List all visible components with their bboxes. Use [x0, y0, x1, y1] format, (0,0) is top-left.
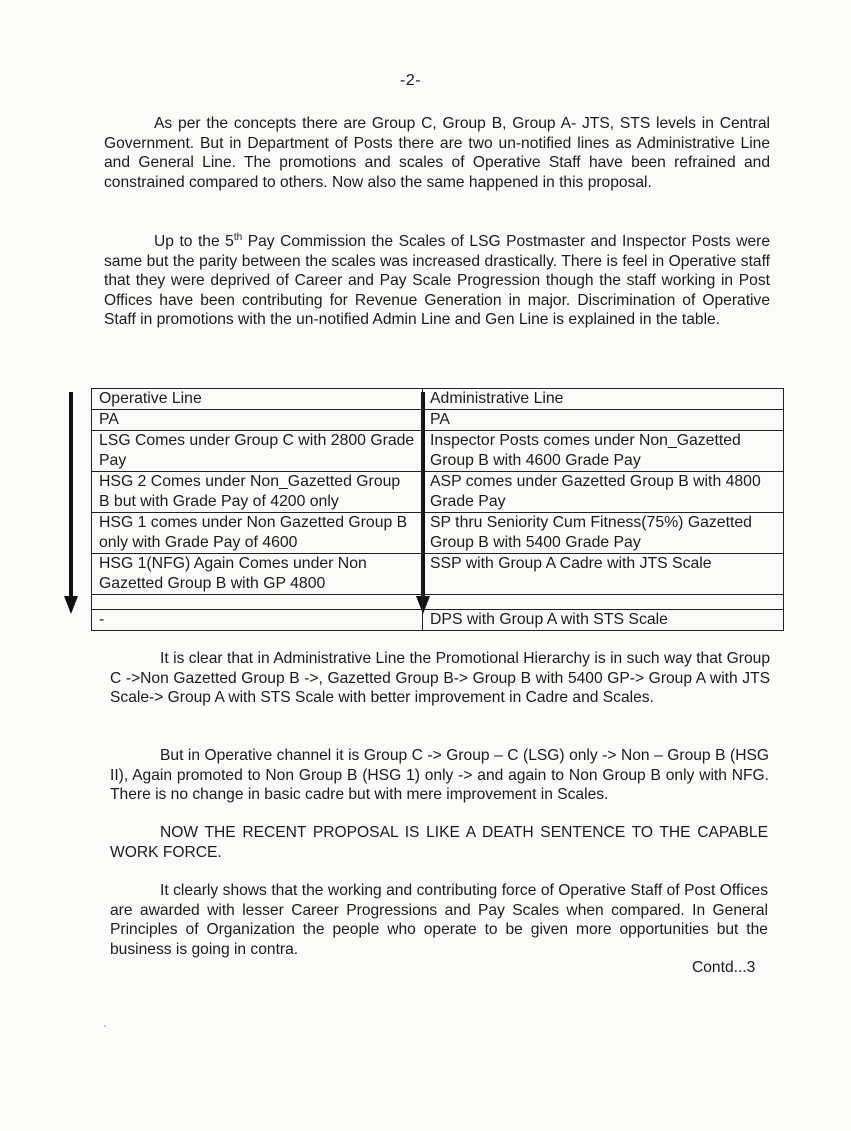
table-cell: PA: [423, 410, 784, 431]
table-cell: ASP comes under Gazetted Group B with 4800 Grade Pay: [423, 472, 784, 513]
table-cell: SSP with Group A Cadre with JTS Scale: [423, 554, 784, 595]
table-row: [92, 513, 784, 554]
paragraph-text: It clearly shows that the working and contributing force of Operative Staff of Post Offices are awarded with lesser Career Progressions and Pay Scales when compared. In General Principles of Organization the people who operate to be given more opportunities but the business is going in contra.: [110, 882, 768, 958]
continued-note: Contd...3: [692, 959, 756, 976]
scan-speck: [104, 1025, 106, 1027]
paragraph-text: But in Operative channel it is Group C -> Group – C (LSG) only -> Non – Group B (HSG II), Again promoted to Non Group B (HSG 1) only -> and again to Non Group B only with NFG. There is no change in basic cadre but with mere improvement in Scales.: [110, 747, 769, 804]
table-row: [92, 472, 784, 513]
ordinal-superscript: th: [233, 231, 243, 243]
paragraph-text-end: Pay Commission the Scales of LSG Postmaster and Inspector Posts were same but the parity between the scales was increased drastically. There is feel in Operative staff that they were deprived of Career and Pay Scale Progression though the staff working in Post Offices have been contributing for Revenue Generation in major. Discrimination of Operative Staff in promotions with the un-notified Admin Line and Gen Line is explained in the table.: [104, 233, 770, 329]
paragraph-text: It is clear that in Administrative Line the Promotional Hierarchy is in such way that Group C ->Non Gazetted Group B ->, Gazetted Group B-> Group B with 5400 GP-> Group A with JTS Scale-> Group A with STS Scale with better improvement in Cadre and Scales.: [110, 650, 770, 707]
paragraph-text: NOW THE RECENT PROPOSAL IS LIKE A DEATH SENTENCE TO THE CAPABLE WORK FORCE.: [110, 824, 768, 861]
paragraph-text: As per the concepts there are Group C, Group B, Group A- JTS, STS levels in Central Government. But in Department of Posts there are two un-notified lines as Administrative Line and General Line. The promotions and scales of Operative Staff have been refrained and constrained compared to others. Now also the same happened in this proposal.: [104, 115, 770, 191]
table-cell: HSG 1 comes under Non Gazetted Group B only with Grade Pay of 4600: [92, 513, 423, 554]
paragraph-operative-channel: [110, 746, 769, 805]
table-row: [92, 610, 784, 631]
column-header-administrative: Administrative Line: [423, 389, 784, 410]
career-comparison-table: [91, 388, 784, 631]
paragraph-administrative-hierarchy: [110, 649, 770, 708]
table-cell: SP thru Seniority Cum Fitness(75%) Gazetted Group B with 5400 Grade Pay: [423, 513, 784, 554]
table-cell: Inspector Posts comes under Non_Gazetted Group B with 4600 Grade Pay: [423, 431, 784, 472]
table-cell: HSG 2 Comes under Non_Gazetted Group B but with Grade Pay of 4200 only: [92, 472, 423, 513]
paragraph-proposal-statement: [110, 823, 768, 862]
table-header-row: [92, 389, 784, 410]
paragraph-conclusion: [110, 881, 768, 959]
table-cell: DPS with Group A with STS Scale: [423, 610, 784, 631]
table-cell: LSG Comes under Group C with 2800 Grade Pay: [92, 431, 423, 472]
paragraph-group-levels: [104, 114, 770, 192]
table-spacer-row: [92, 595, 784, 610]
table-row: [92, 410, 784, 431]
column-header-operative: Operative Line: [92, 389, 423, 410]
paragraph-pay-commission: [104, 232, 770, 330]
page-number: -2-: [400, 72, 422, 89]
table-cell: HSG 1(NFG) Again Comes under Non Gazetted Group B with GP 4800: [92, 554, 423, 595]
table-cell: -: [92, 610, 423, 631]
down-arrow-icon: [64, 392, 78, 614]
table-row: [92, 554, 784, 595]
table-cell: PA: [92, 410, 423, 431]
paragraph-text-start: Up to the 5: [154, 233, 234, 250]
table-row: [92, 431, 784, 472]
